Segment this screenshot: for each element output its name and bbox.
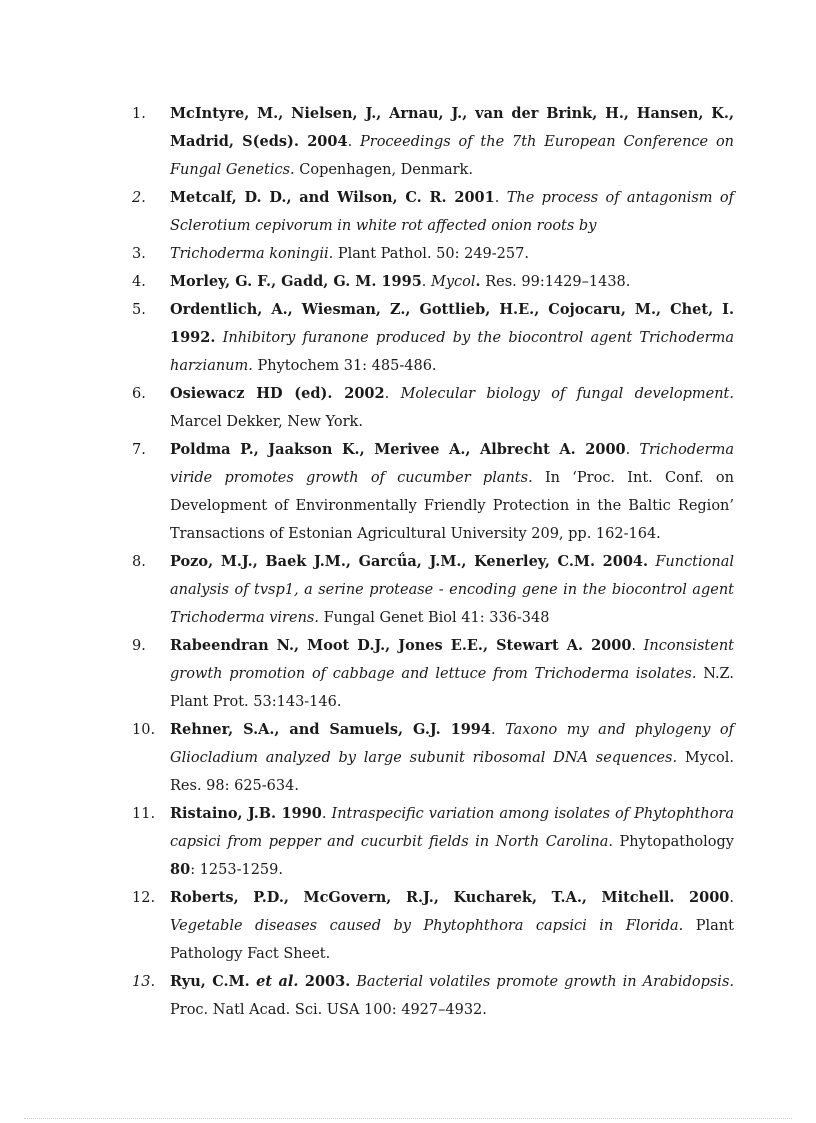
- reference-item: [0, 184, 816, 240]
- reference-number: 9.: [132, 638, 146, 654]
- reference-segment: 2003.: [298, 973, 351, 990]
- reference-item: [0, 240, 816, 268]
- reference-segment: .: [729, 890, 734, 906]
- reference-item: [0, 548, 816, 632]
- reference-text: [170, 268, 734, 296]
- reference-segment: Poldma P., Jaakson K., Merivee A., Albrecht A. 2000: [170, 441, 626, 458]
- reference-segment: Pozo, M.J., Baek J.M., Garcǘa, J.M., Kenerley, C.M. 2004.: [170, 553, 649, 570]
- reference-item: [0, 968, 816, 1024]
- reference-number: 5.: [132, 302, 146, 318]
- reference-number: 10.: [132, 722, 156, 738]
- reference-segment: Phytopathology: [612, 834, 734, 850]
- reference-segment: 80: [170, 861, 191, 878]
- reference-segment: Res. 99:1429–1438.: [480, 274, 631, 290]
- reference-segment: Metcalf, D. D., and Wilson, C. R. 2001: [170, 189, 495, 206]
- reference-segment: Functional analysis of tvsp1, a serine protease - encoding gene in the biocontrol agent Trichoderma virens.: [170, 554, 735, 626]
- reference-segment: Marcel Dekker, New York.: [170, 414, 363, 430]
- reference-segment: Phytochem 31: 485-486.: [252, 358, 437, 374]
- reference-text: [170, 296, 734, 380]
- reference-item: [0, 800, 816, 884]
- reference-segment: Fungal Genet Biol 41: 336-348: [318, 610, 550, 626]
- reference-segment: Trichoderma viride promotes growth of cucumber plants.: [170, 442, 735, 486]
- reference-segment: Bacterial volatiles promote growth in Arabidopsis.: [356, 974, 734, 990]
- reference-segment: The process of antagonism of Sclerotium cepivorum in white rot affected onion roots by: [170, 190, 734, 234]
- reference-number: 11.: [132, 806, 156, 822]
- reference-segment: Copenhagen, Denmark.: [294, 162, 473, 178]
- reference-segment: Osiewacz HD (ed). 2002: [170, 385, 385, 402]
- reference-number: 7.: [132, 442, 146, 458]
- reference-item: [0, 296, 816, 380]
- reference-item: [0, 436, 816, 548]
- reference-segment: et al.: [256, 973, 299, 990]
- reference-number: 6.: [132, 386, 146, 402]
- reference-number: 1.: [132, 106, 146, 122]
- reference-segment: Ristaino, J.B. 1990: [170, 805, 322, 822]
- page-bottom-border: [24, 1118, 792, 1119]
- reference-segment: Rehner, S.A., and Samuels, G.J. 1994: [170, 721, 491, 738]
- reference-number: 8.: [132, 554, 146, 570]
- reference-segment: Mycol. Res. 98: 625-634.: [170, 750, 734, 794]
- reference-segment: Roberts, P.D., McGovern, R.J., Kucharek, T.A., Mitchell. 2000: [170, 889, 730, 906]
- reference-segment: Plant Pathology Fact Sheet.: [170, 918, 734, 962]
- reference-segment: Trichoderma koningii.: [170, 246, 334, 262]
- reference-segment: : 1253-1259.: [190, 862, 283, 878]
- reference-text: [170, 800, 734, 884]
- reference-segment: .: [490, 722, 506, 738]
- reference-number: 3.: [132, 246, 146, 262]
- reference-text: [170, 632, 734, 716]
- reference-segment: Ordentlich, A., Wiesman, Z., Gottlieb, H.E., Cojocaru, M., Chet, I. 1992.: [170, 301, 734, 346]
- reference-segment: .: [384, 386, 401, 402]
- reference-segment: .: [631, 638, 644, 654]
- reference-segment: .: [494, 190, 507, 206]
- reference-segment: Vegetable diseases caused by Phytophthora capsici in Florida.: [170, 918, 684, 934]
- reference-segment: Ryu, C.M.: [170, 973, 257, 990]
- reference-segment: In ‘Proc. Int. Conf. on Development of Environmentally Friendly Protection in the Baltic Region’ Transactions of Estonian Agricultural University 209, pp. 162-164.: [170, 470, 734, 542]
- reference-segment: .: [475, 273, 481, 290]
- reference-text: [170, 548, 734, 632]
- reference-segment: N.Z. Plant Prot. 53:143-146.: [170, 666, 734, 710]
- reference-segment: McIntyre, M., Nielsen, J., Arnau, J., van der Brink, H., Hansen, K., Madrid, S(eds). 2004: [170, 105, 734, 150]
- reference-text: [170, 240, 734, 268]
- reference-item: [0, 380, 816, 436]
- reference-segment: Taxono my and phylogeny of Gliocladium analyzed by large subunit ribosomal DNA sequences.: [170, 722, 735, 766]
- reference-segment: Plant Pathol. 50: 249-257.: [333, 246, 529, 262]
- reference-text: [170, 100, 734, 184]
- reference-text: [170, 716, 734, 800]
- reference-text: [170, 184, 734, 240]
- reference-segment: Mycol: [431, 274, 476, 290]
- reference-segment: [215, 330, 222, 346]
- reference-text: [170, 436, 734, 548]
- reference-segment: Inhibitory furanone produced by the biocontrol agent Trichoderma harzianum.: [170, 330, 735, 374]
- reference-segment: .: [347, 134, 361, 150]
- reference-segment: Molecular biology of fungal development.: [400, 386, 734, 402]
- reference-segment: Intraspecific variation among isolates of Phytophthora capsici from pepper and cucurbit fields in North Carolina.: [170, 806, 735, 850]
- reference-number: 12.: [132, 890, 156, 906]
- reference-item: [0, 884, 816, 968]
- reference-segment: Proc. Natl Acad. Sci. USA 100: 4927–4932.: [170, 1002, 487, 1018]
- reference-number: 2.: [132, 190, 146, 206]
- reference-number: 4.: [132, 274, 146, 290]
- reference-segment: .: [625, 442, 640, 458]
- reference-item: [0, 632, 816, 716]
- reference-segment: Rabeendran N., Moot D.J., Jones E.E., Stewart A. 2000: [170, 637, 632, 654]
- reference-segment: Proceedings of the 7th European Conference on Fungal Genetics.: [170, 134, 735, 178]
- reference-number: 13.: [132, 974, 156, 990]
- reference-item: [0, 100, 816, 184]
- reference-segment: Inconsistent growth promotion of cabbage and lettuce from Trichoderma isolates.: [170, 638, 734, 682]
- reference-list: [0, 100, 816, 1024]
- reference-segment: Morley, G. F., Gadd, G. M. 1995: [170, 273, 422, 290]
- reference-text: [170, 968, 734, 1024]
- reference-segment: .: [321, 806, 332, 822]
- reference-item: [0, 716, 816, 800]
- reference-text: [170, 884, 734, 968]
- reference-item: [0, 268, 816, 296]
- reference-text: [170, 380, 734, 436]
- reference-segment: .: [421, 274, 432, 290]
